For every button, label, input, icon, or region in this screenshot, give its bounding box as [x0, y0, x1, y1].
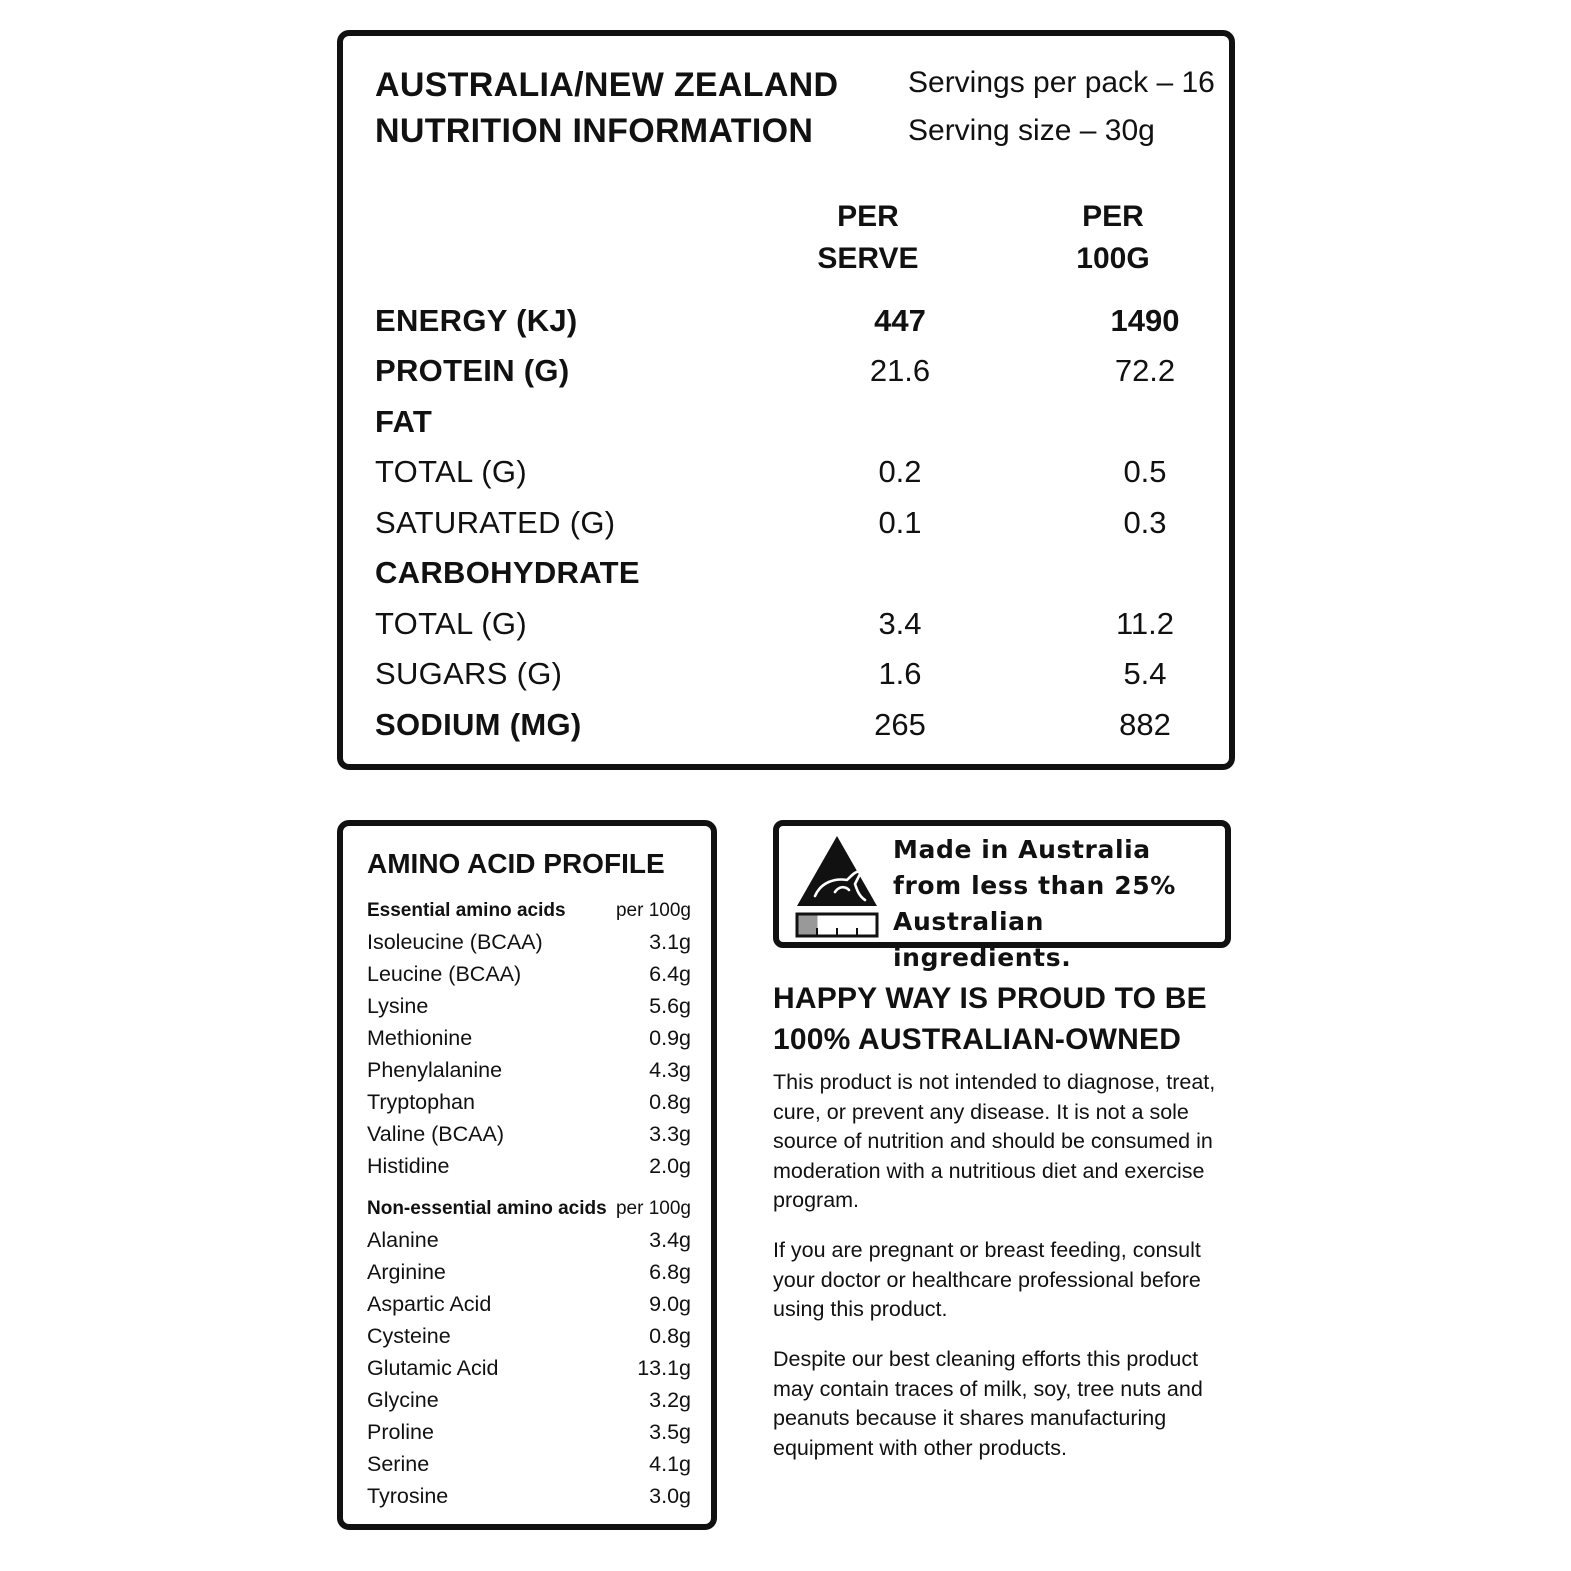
serving-size: Serving size – 30g	[908, 114, 1155, 147]
amino-title: AMINO ACID PROFILE	[367, 848, 665, 879]
nutrient-label: SATURATED (G)	[375, 505, 616, 540]
amino-name: Tyrosine	[367, 1484, 449, 1508]
column-header-per-100g-line2: 100G	[1076, 242, 1150, 275]
per-serve-value: 447	[874, 303, 926, 338]
nutrition-row-protein	[375, 346, 1215, 396]
essential-unit: per 100g	[615, 900, 691, 921]
amino-value: 2.0g	[649, 1154, 691, 1178]
nutrition-row-fat-saturated	[375, 498, 1215, 548]
amino-row	[367, 1224, 691, 1256]
amino-row	[367, 1022, 691, 1054]
amino-row	[367, 926, 691, 958]
amino-value: 3.5g	[649, 1420, 691, 1444]
pregnancy-paragraph: If you are pregnant or breast feeding, consult your doctor or healthcare professional before using this product.	[773, 1238, 1201, 1321]
amino-row	[367, 1086, 691, 1118]
amino-name: Lysine	[367, 994, 429, 1018]
column-header-per-100g	[1003, 196, 1223, 280]
nutrition-title-line1: AUSTRALIA/NEW ZEALAND	[375, 66, 839, 104]
amino-name: Valine (BCAA)	[367, 1122, 505, 1146]
amino-name: Histidine	[367, 1154, 450, 1178]
amino-value: 5.6g	[649, 994, 691, 1018]
nutrient-label: PROTEIN (G)	[375, 353, 570, 388]
amino-name: Cysteine	[367, 1324, 451, 1348]
per-serve-value: 0.2	[878, 454, 922, 489]
column-header-per-100g-line1: PER	[1082, 200, 1144, 233]
amino-name: Leucine (BCAA)	[367, 962, 522, 986]
nutrient-label: SUGARS (G)	[375, 656, 563, 691]
amino-value: 3.3g	[649, 1122, 691, 1146]
amino-name: Glutamic Acid	[367, 1356, 499, 1380]
amino-value: 0.9g	[649, 1026, 691, 1050]
amino-row	[367, 1416, 691, 1448]
per-serve-value: 3.4	[878, 606, 922, 641]
amino-name: Alanine	[367, 1228, 439, 1252]
per-100g-value: 1490	[1110, 303, 1180, 338]
per-serve-value: 0.1	[878, 505, 922, 540]
nonessential-unit: per 100g	[615, 1198, 691, 1219]
amino-row	[367, 1256, 691, 1288]
amino-name: Glycine	[367, 1388, 439, 1412]
statement-line1: HAPPY WAY IS PROUD TO BE	[773, 982, 1207, 1015]
nutrition-row-energy	[375, 296, 1215, 346]
amino-value: 6.8g	[649, 1260, 691, 1284]
amino-row	[367, 1448, 691, 1480]
amino-value: 13.1g	[637, 1356, 691, 1380]
nutrition-row-sugars	[375, 649, 1215, 699]
made-line1: Made in Australia	[893, 835, 1151, 864]
essential-heading-row	[367, 896, 691, 926]
nutrient-label: SODIUM (MG)	[375, 707, 582, 742]
nutrition-row-carbohydrate-total	[375, 599, 1215, 649]
amino-name: Arginine	[367, 1260, 446, 1284]
amino-name: Aspartic Acid	[367, 1292, 492, 1316]
amino-row	[367, 1384, 691, 1416]
allergen-paragraph: Despite our best cleaning efforts this product may contain traces of milk, soy, tree nuts and peanuts because it shares manufacturing equipment with other products.	[773, 1347, 1203, 1460]
nutrition-row-fat-heading	[375, 397, 1215, 447]
essential-heading: Essential amino acids	[367, 900, 566, 921]
statement-line2: 100% AUSTRALIAN-OWNED	[773, 1023, 1182, 1056]
nutrient-label: FAT	[375, 404, 433, 439]
kangaroo-triangle-icon	[795, 834, 879, 940]
nutrition-row-sodium	[375, 700, 1215, 750]
column-header-per-serve-line1: PER	[837, 200, 899, 233]
per-100g-value: 72.2	[1114, 353, 1176, 388]
nutrition-title-line2: NUTRITION INFORMATION	[375, 112, 814, 150]
nutrition-row-carbohydrate-heading	[375, 548, 1215, 598]
made-line2: from less than 25%	[893, 871, 1176, 900]
per-100g-value: 882	[1119, 707, 1171, 742]
amino-row	[367, 958, 691, 990]
amino-row	[367, 1320, 691, 1352]
nutrition-row-fat-total	[375, 447, 1215, 497]
amino-value: 4.3g	[649, 1058, 691, 1082]
amino-row	[367, 1118, 691, 1150]
per-100g-value: 5.4	[1123, 656, 1167, 691]
amino-value: 3.4g	[649, 1228, 691, 1252]
nonessential-heading: Non-essential amino acids	[367, 1198, 607, 1219]
made-line3: Australian ingredients.	[893, 907, 1072, 972]
per-serve-value: 265	[874, 707, 926, 742]
nutrient-label: TOTAL (G)	[375, 606, 527, 641]
amino-row	[367, 1352, 691, 1384]
disclaimer-paragraph: This product is not intended to diagnose, treat, cure, or prevent any disease. It is not a sole source of nutrition and should be consumed in moderation with a nutritious diet and exercise program.	[773, 1070, 1216, 1212]
per-serve-value: 21.6	[869, 353, 931, 388]
amino-acid-panel	[337, 820, 717, 1530]
amino-value: 3.0g	[649, 1484, 691, 1508]
australian-owned-statement	[773, 978, 1233, 1060]
servings-per-pack: Servings per pack – 16	[908, 66, 1215, 99]
per-serve-value: 1.6	[878, 656, 922, 691]
amino-value: 3.1g	[649, 930, 691, 954]
amino-name: Tryptophan	[367, 1090, 475, 1114]
per-100g-value: 11.2	[1115, 606, 1175, 641]
amino-name: Serine	[367, 1452, 430, 1476]
nutrient-label: ENERGY (KJ)	[375, 303, 578, 338]
amino-value: 4.1g	[649, 1452, 691, 1476]
nutrient-label: TOTAL (G)	[375, 454, 527, 489]
amino-value: 6.4g	[649, 962, 691, 986]
made-in-australia-box	[773, 820, 1231, 972]
amino-row	[367, 990, 691, 1022]
amino-value: 9.0g	[649, 1292, 691, 1316]
amino-name: Methionine	[367, 1026, 473, 1050]
column-header-per-serve-line2: SERVE	[817, 242, 919, 275]
per-100g-value: 0.5	[1123, 454, 1167, 489]
column-header-per-serve	[758, 196, 978, 280]
amino-row	[367, 1288, 691, 1320]
amino-row	[367, 1054, 691, 1086]
made-in-australia-text	[893, 832, 1225, 976]
per-100g-value: 0.3	[1123, 505, 1167, 540]
nutrient-label: CARBOHYDRATE	[375, 555, 640, 590]
amino-value: 0.8g	[649, 1090, 691, 1114]
amino-value: 3.2g	[649, 1388, 691, 1412]
amino-name: Proline	[367, 1420, 434, 1444]
amino-name: Isoleucine (BCAA)	[367, 930, 543, 954]
nonessential-heading-row	[367, 1194, 691, 1224]
amino-name: Phenylalanine	[367, 1058, 503, 1082]
nutrition-panel	[337, 30, 1235, 770]
amino-value: 0.8g	[649, 1324, 691, 1348]
amino-row	[367, 1480, 691, 1512]
amino-row	[367, 1150, 691, 1182]
